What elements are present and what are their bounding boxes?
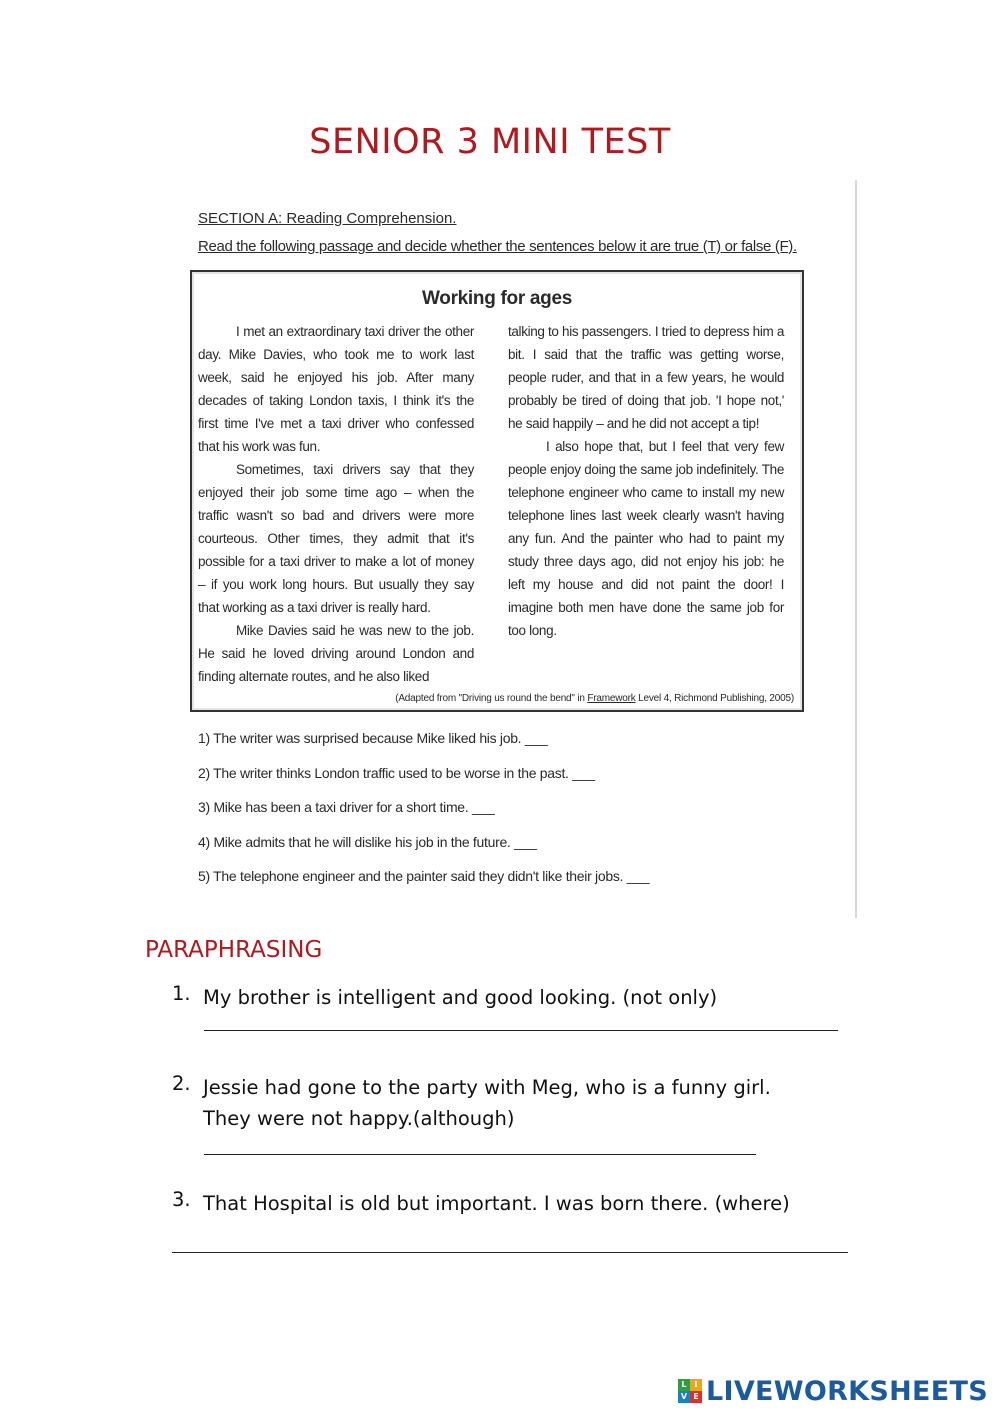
- item-prompt: Jessie had gone to the party with Meg, who is a funny girl. They were not happy.(although): [203, 1076, 771, 1130]
- answer-line-3[interactable]: [172, 1252, 848, 1253]
- icon-letter: L: [678, 1379, 690, 1391]
- liveworksheets-wordmark: LIVEWORKSHEETS: [705, 1375, 988, 1407]
- true-false-questions: [198, 730, 649, 903]
- passage-paragraph: Mike Davies said he was new to the job. He said he loved driving around London and finding alternate routes, and he also liked: [198, 623, 474, 684]
- answer-line-1[interactable]: [204, 1030, 838, 1031]
- question-item: 5) The telephone engineer and the painter said they didn't like their jobs. ___: [198, 868, 650, 884]
- item-number: 3.: [172, 1188, 191, 1211]
- passage-title: Working for ages: [421, 288, 573, 309]
- reading-section-scan: [188, 200, 818, 910]
- passage-paragraph: I met an extraordinary taxi driver the other day. Mike Davies, who took me to work last week, said he enjoyed his job. After many decades of taking London taxis, I think it's the first time I've met a taxi driver who confessed that his work was fun.: [198, 324, 474, 454]
- passage-box: [190, 270, 804, 712]
- answer-line-2[interactable]: [204, 1154, 756, 1155]
- passage-left-column: [198, 320, 474, 688]
- liveworksheets-logo: [678, 1376, 988, 1406]
- item-number: 2.: [172, 1072, 191, 1095]
- question-item: 4) Mike admits that he will dislike his job in the future. ___: [198, 833, 537, 850]
- question-item: 2) The writer thinks London traffic used to be worse in the past. ___: [198, 764, 595, 781]
- source-prefix: (Adapted from "Driving us round the bend" in: [395, 693, 588, 704]
- liveworksheets-icon: [678, 1379, 702, 1403]
- passage-paragraph: Sometimes, taxi drivers say that they enjoyed their job some time ago – when the traffic wasn't so bad and drivers were more courteous. Other times, they admit that it's possible for a taxi driver to make a lot of money – if you work long hours. But usually they say that working as a taxi driver is really hard.: [198, 462, 474, 615]
- source-book: Framework: [587, 693, 636, 704]
- section-a-instruction: Read the following passage and decide whether the sentences below it are true (T) or false (F).: [198, 238, 797, 255]
- question-item: 1) The writer was surprised because Mike liked his job. ___: [198, 730, 548, 746]
- paraphrasing-heading: PARAPHRASING: [145, 937, 323, 963]
- item-prompt: That Hospital is old but important. I was born there. (where): [203, 1192, 790, 1215]
- icon-letter: V: [678, 1391, 690, 1403]
- passage-source: [395, 693, 794, 704]
- page-title: SENIOR 3 MINI TEST: [309, 122, 671, 162]
- icon-letter: I: [690, 1379, 702, 1391]
- item-number: 1.: [172, 982, 191, 1005]
- section-a-heading: SECTION A: Reading Comprehension.: [198, 210, 457, 227]
- item-prompt: My brother is intelligent and good looking. (not only): [203, 986, 718, 1009]
- scan-edge-divider: [855, 180, 857, 918]
- source-suffix: Level 4, Richmond Publishing, 2005): [635, 693, 794, 704]
- icon-letter: E: [690, 1391, 702, 1403]
- passage-paragraph: talking to his passengers. I tried to depress him a bit. I said that the traffic was getting worse, people ruder, and that in a few years, he would probably be tired of doing that job. 'I hope not,' he said happily – and he did not accept a tip!: [508, 324, 784, 431]
- passage-right-column: [508, 320, 784, 642]
- question-item: 3) Mike has been a taxi driver for a short time. ___: [198, 799, 495, 815]
- passage-paragraph: I also hope that, but I feel that very few people enjoy doing the same job indefinitely. The telephone engineer who came to install my new telephone lines last week clearly wasn't having any fun. And the painter who had to paint my study three days ago, did not enjoy his job: he left my house and did not paint the door! I imagine both men have done the same job for too long.: [508, 439, 784, 638]
